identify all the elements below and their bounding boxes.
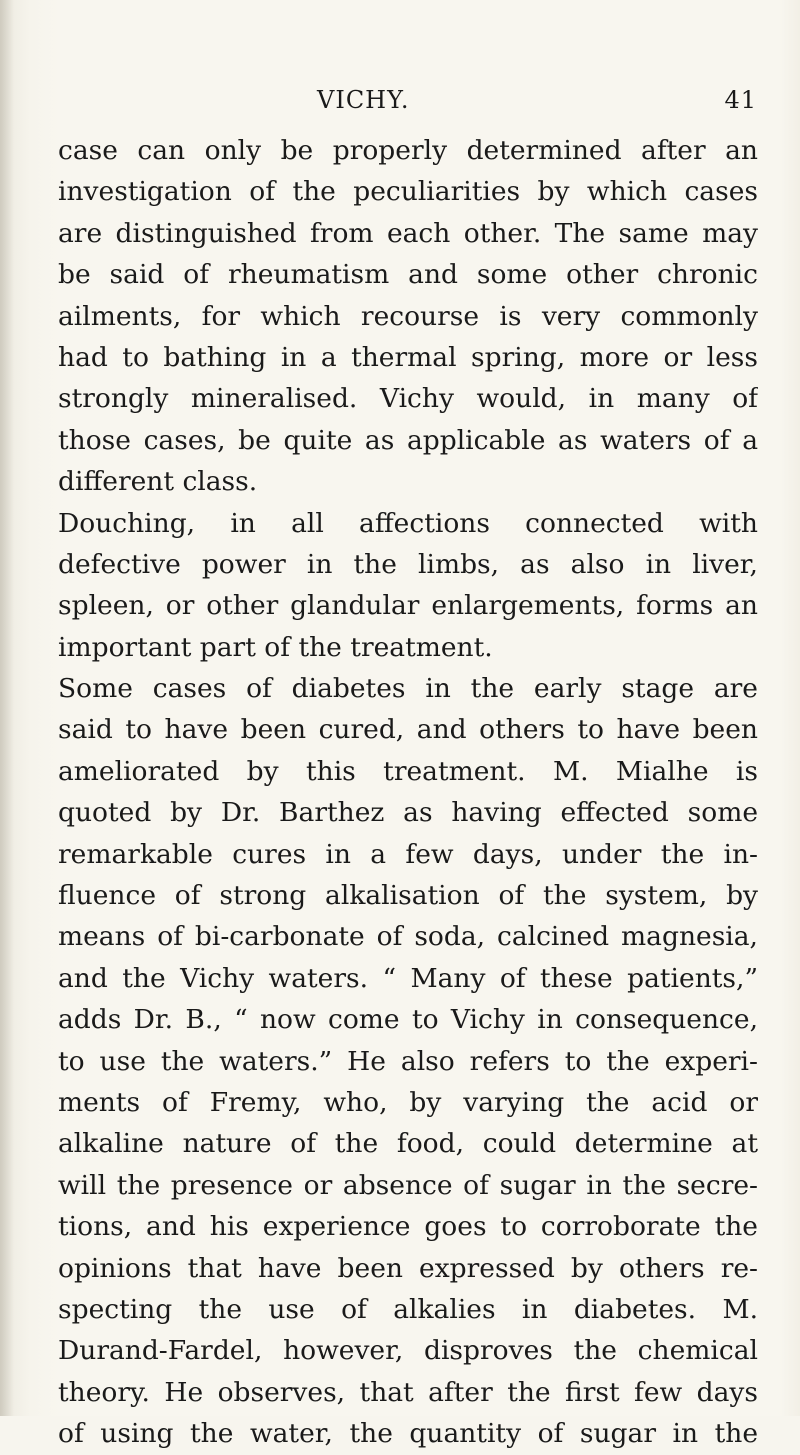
text-line: specting the use of alkalies in diabetes. M. [58,1293,758,1325]
text-line: defective power in the limbs, as also in liver, [58,548,758,580]
text-line: fluence of strong alkalisation of the system, by [58,880,758,912]
text-line: investigation of the peculiarities by which cases [58,176,758,208]
text-line: alkaline nature of the food, could determine at [58,1128,758,1160]
page-number: 41 [724,86,757,114]
text-line: are distinguished from each other. The same may [58,217,758,249]
text-line: remarkable cures in a few days, under the in- [58,838,758,870]
text-line: ments of Fremy, who, by varying the acid or [58,1086,758,1118]
text-line: will the presence or absence of sugar in the secre- [58,1169,758,1201]
gutter-shadow [0,0,14,1416]
text-line: different class. [58,466,258,498]
text-line: important part of the treatment. [58,631,493,663]
text-line: theory. He observes, that after the first few days [58,1376,758,1408]
text-line: to use the waters.” He also refers to the experi- [58,1045,758,1077]
text-line: means of bi-carbonate of soda, calcined magnesia, [58,921,758,953]
text-line: ailments, for which recourse is very commonly [58,300,758,332]
text-line: Douching, in all affections connected with [58,507,758,539]
running-head [317,86,757,120]
text-line: those cases, be quite as applicable as waters of a [58,424,758,456]
running-head-title: VICHY. [317,86,410,114]
text-line: of using the water, the quantity of sugar in the [58,1418,758,1450]
text-line: opinions that have been expressed by others re- [58,1252,758,1284]
body-text [58,130,758,1455]
text-line: Durand-Fardel, however, disproves the chemical [58,1335,758,1367]
text-line: ameliorated by this treatment. M. Mialhe is [58,755,758,787]
text-line: said to have been cured, and others to have been [58,714,758,746]
text-line: spleen, or other glandular enlargements, forms an [58,590,758,622]
text-line: adds Dr. B., “ now come to Vichy in consequence, [58,1004,758,1036]
text-line: Some cases of diabetes in the early stage are [58,673,758,705]
text-line: quoted by Dr. Barthez as having effected some [58,797,758,829]
text-line: and the Vichy waters. “ Many of these patients,” [58,962,758,994]
text-line: strongly mineralised. Vichy would, in many of [58,383,758,415]
text-line: be said of rheumatism and some other chronic [58,259,758,291]
text-line: case can only be properly determined after an [58,135,758,166]
text-line: tions, and his experience goes to corroborate the [58,1211,758,1243]
text-line: had to bathing in a thermal spring, more or less [58,341,758,373]
